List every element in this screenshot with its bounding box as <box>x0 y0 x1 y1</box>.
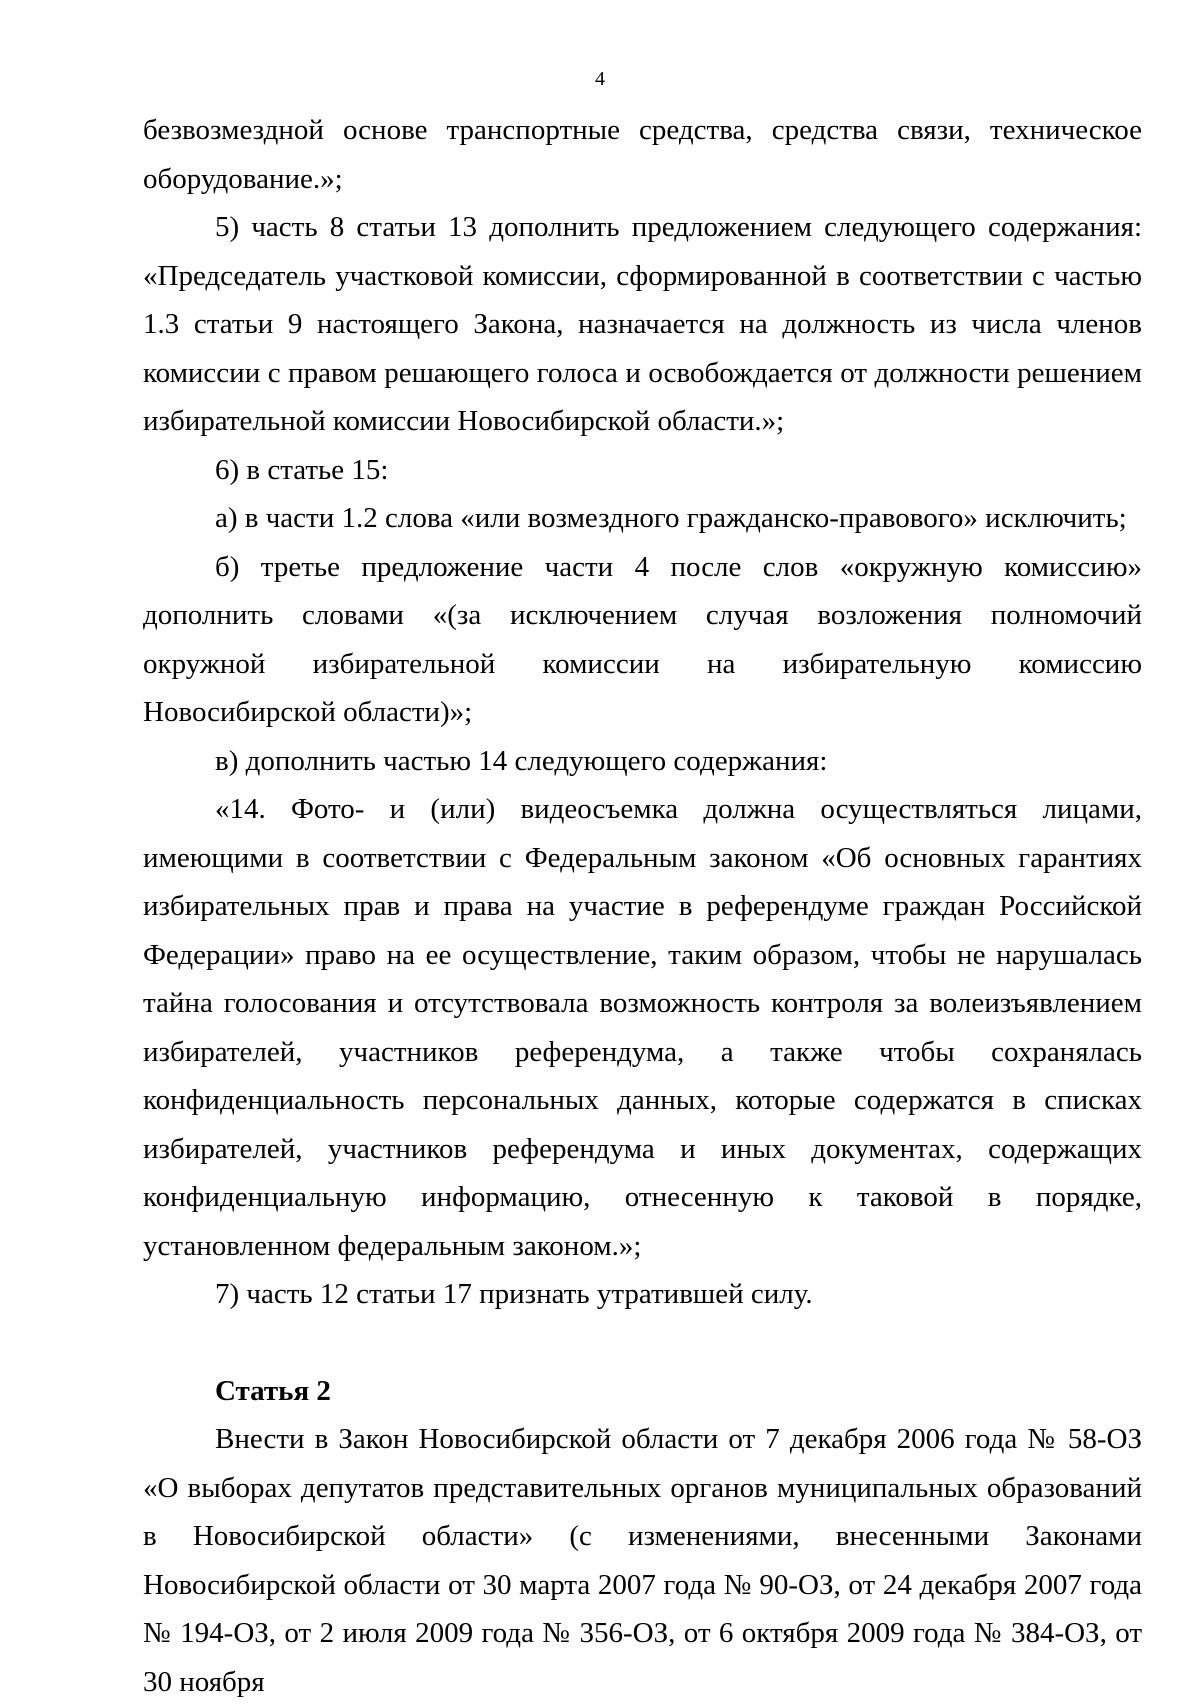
paragraph-item-7: 7) часть 12 статьи 17 признать утратившей силу. <box>215 1278 813 1310</box>
paragraph-item-6b: б) третье предложение части 4 после слов «окружную комиссию» дополнить словами «(за исключением случая возложения полномочий окружной избирательной комиссии на избирательную комиссию Новосибирской области)»; <box>143 550 1142 728</box>
section-gap <box>143 1319 1142 1367</box>
paragraph-item-6a: а) в части 1.2 слова «или возмездного гражданско-правового» исключить; <box>215 502 1127 534</box>
article-2-paragraph: Внести в Закон Новосибирской области от 7 декабря 2006 года № 58-ОЗ «О выборах депутатов представительных органов муниципальных образований в Новосибирской области» (с изменениями, внесенными Законами Новосибирской области от 30 марта 2007 года № 90-ОЗ, от 24 декабря 2007 года № 194-ОЗ, от 2 июля 2009 года № 356-ОЗ, от 6 октября 2009 года № 384-ОЗ, от 30 ноября <box>143 1423 1142 1698</box>
paragraph-item-6: 6) в статье 15: <box>215 453 389 486</box>
document-body <box>143 106 1142 1706</box>
paragraph-item-6v: в) дополнить частью 14 следующего содержания: <box>215 744 828 777</box>
paragraph-part-14: «14. Фото- и (или) видеосъемка должна осуществляться лицами, имеющими в соответствии с Федеральным законом «Об основных гарантиях избирательных прав и права на участие в референдуме граждан Российской Федерации» право на ее осуществление, таким образом, чтобы не нарушалась тайна голосования и отсутствовала возможность контроля за волеизъявлением избирателей, участников референдума, а также чтобы сохранялась конфиденциальность персональных данных, которые содержатся в списках избирателей, участников референдума и иных документах, содержащих конфиденциальную информацию, отнесенную к таковой в порядке, установленном федеральным законом.»; <box>143 793 1142 1262</box>
page-number: 4 <box>595 68 605 90</box>
paragraph-continuation: безвозмездной основе транспортные средства, средства связи, техническое оборудование.»; <box>143 114 1142 195</box>
article-2-heading: Статья 2 <box>215 1374 331 1407</box>
paragraph-item-5: 5) часть 8 статьи 13 дополнить предложением следующего содержания: «Председатель участковой комиссии, сформированной в соответствии с частью 1.3 статьи 9 настоящего Закона, назначается на должность из числа членов комиссии с правом решающего голоса и освобождается от должности решением избирательной комиссии Новосибирской области.»; <box>143 211 1142 437</box>
